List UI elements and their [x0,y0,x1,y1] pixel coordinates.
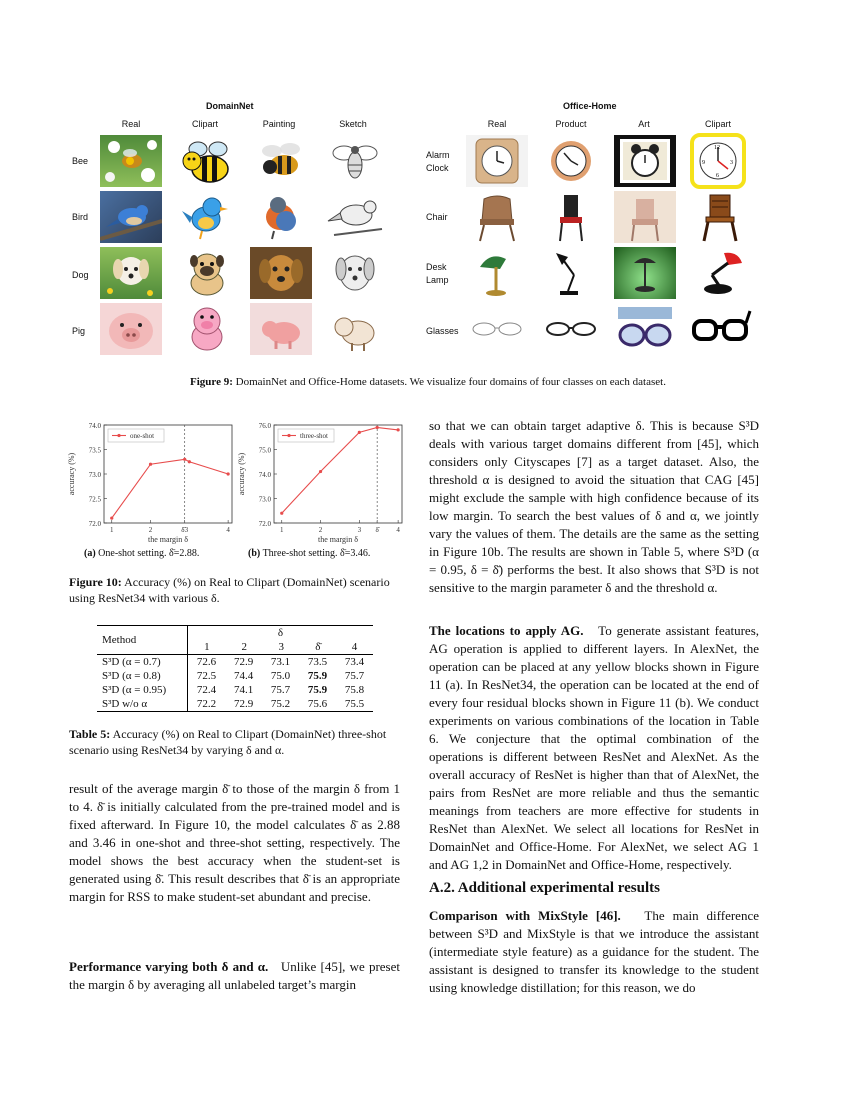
table-5-col-header: 1 [204,641,210,653]
table-5-method-cell: S³D (α = 0.7) [97,655,188,669]
bee-painting-image [250,135,312,187]
table-5-method-cell: S³D (α = 0.95) [97,683,188,697]
bird-sketch-image [324,191,386,243]
section-heading: A.2. Additional experimental results [429,880,660,896]
officehome-title: Office-Home [563,101,617,111]
table-5-col-header: 3 [278,641,284,653]
alarm-clock-clipart-image [690,133,746,189]
bird-painting-image [250,191,312,243]
table-5-value-cell: 75.9 [307,670,328,682]
figure-10-caption [69,574,400,606]
x-tick-label: δ̄3 [181,526,189,534]
y-axis-label: accuracy (%) [67,452,76,496]
pig-painting-image [250,303,312,355]
data-point [358,431,361,434]
left-paragraph-2-text: Unlike [45], we preset the margin δ by averaging all unlabeled target’s margin [69,959,400,992]
chart-three-shot [230,415,410,550]
pig-sketch-image [324,303,386,355]
left-paragraph-2-heading: Performance varying both δ and α. [69,959,269,974]
y-tick-label: 72.5 [88,495,101,504]
glasses-art-image [614,303,676,355]
svg-text:12: 12 [714,145,720,151]
y-axis-label: accuracy (%) [237,452,246,496]
desk-lamp-product-image [540,247,602,299]
x-tick-label: 1 [110,526,114,534]
table-5 [97,625,373,712]
table-5-value-cell: 73.4 [344,656,365,668]
domainnet-domain-sketch: Sketch [339,119,367,129]
officehome-class-alarm-clock: Alarm Clock [426,150,450,173]
table-5-value-cell: 74.4 [233,670,254,682]
data-point [183,458,186,461]
left-paragraph-1 [69,780,400,906]
domainnet-class-bird: Bird [72,212,89,222]
chair-clipart-image [690,191,752,243]
y-tick-label: 73.0 [258,495,271,504]
table-5-value-cell: 72.5 [196,670,217,682]
data-point [319,470,322,473]
y-tick-label: 74.0 [258,471,271,479]
table-row [97,683,373,697]
y-tick-label: 72.0 [88,520,101,528]
table-5-value-cell: 73.5 [307,656,328,668]
x-tick-label: 1 [280,526,284,534]
glasses-real-image [466,303,528,355]
x-tick-label: 2 [148,526,153,534]
dog-real-image [100,247,162,299]
domainnet-domain-real: Real [121,119,141,129]
figure-9-caption-label: Figure 9: [190,376,233,388]
y-tick-label: 76.0 [258,422,271,430]
domainnet-domain-painting: Painting [262,119,296,129]
figure-10b-label: (b) [248,548,261,559]
y-tick-label: 73.0 [88,471,101,479]
alarm-clock-real-image [466,135,528,187]
data-point [376,426,379,429]
right-paragraph-3-heading: Comparison with MixStyle [46]. [429,908,621,923]
svg-text:9: 9 [702,160,705,166]
table-row [97,697,373,711]
figure-10b-text: Three-shot setting. δ̄=3.46. [262,548,371,559]
officehome-domain-art: Art [638,119,650,129]
figure-10b-subcaption [248,548,370,559]
table-5-value-cell: 72.2 [196,698,217,710]
bird-real-image [100,191,162,243]
table-5-caption-text: Accuracy (%) on Real to Clipart (DomainNet) three-shot scenario using ResNet34 by varying δ and α. [69,727,387,757]
table-5-value-cell: 75.2 [270,698,291,710]
dog-clipart-image [176,247,238,299]
table-5-header-method: Method [97,626,188,654]
svg-text:3: 3 [730,160,733,166]
figure-10-caption-label: Figure 10: [69,575,122,589]
right-paragraph-2-heading: The locations to apply AG. [429,623,584,638]
table-5-caption-label: Table 5: [69,727,111,741]
table-5-header-delta: δ [277,627,284,639]
table-5-col-header: 4 [351,641,358,653]
officehome-class-glasses: Glasses [426,326,459,336]
figure-10-caption-text: Accuracy (%) on Real to Clipart (DomainNet) scenario using ResNet34 with various δ. [69,575,390,605]
glasses-product-image [540,303,602,355]
legend-marker [287,434,290,437]
data-point [188,460,191,463]
chair-product-image [540,191,602,243]
table-5-col-header: δ̄ [315,641,321,653]
x-axis-label: the margin δ [317,535,359,544]
data-point [280,512,283,515]
table-5-method-cell: S³D (α = 0.8) [97,669,188,683]
figure-10a-text: One-shot setting. δ̄=2.88. [98,548,200,559]
table-5-value-cell: 72.9 [233,698,254,710]
x-axis-label: the margin δ [147,535,189,544]
y-tick-label: 72.0 [258,520,271,528]
right-paragraph-1-text: so that we can obtain target adaptive δ. This is because S³D deals with various target domains different from [45], which considers only Cityscapes [7] as a target dataset. Also, the threshold α is designed to avoid the situation that CAG [45] might exclude the sample with high confidence because of its low margin. To search the best values of δ and α, we jointly vary the values of them. The details are the same as the setting in Figure 10b. The results are shown in Table 5, where S³D (α = 0.95, δ = δ̄) performs the best. It also shows that S³D is not sensitive to the margin parameter δ and the threshold α. [429,418,759,595]
table-5-value-cell: 74.1 [233,684,254,696]
dog-sketch-image [324,247,386,299]
bee-clipart-image [176,135,238,187]
dog-painting-image [250,247,312,299]
officehome-domain-real: Real [487,119,507,129]
x-tick-label: 2 [318,526,323,534]
legend-marker [117,434,120,437]
figure-10a-label: (a) [84,548,96,559]
officehome-domain-product: Product [555,119,587,129]
left-paragraph-2 [69,958,400,994]
y-tick-label: 74.0 [88,422,101,430]
table-5-value-cell: 75.0 [270,670,291,682]
x-tick-label: δ̄ [375,526,379,534]
right-paragraph-2-text: To generate assistant features, AG operation is applied to different layers. In AlexNet, the operation can be placed at any yellow blocks shown in Figure 11 (a). In ResNet34, the operation can be located at the end of every four residual blocks shown in Figure 11 (b). We conduct experiments on various combinations of the location in Table 6. We conjecture that the optimal combination of the operations is different between ResNet and AlexNet. As the overall accuracy of ResNet is higher than that of AlexNet, the pairs from ResNet are more reliable and thus the semantic meanings from teachers are more effective for students in ResNet than AlexNet. We select all locations for ResNet in DomainNet and Office-Home. For AlexNet, we select AG 1 and AG 1,2 in DomainNet and Office-Home, respectively. [429,623,760,872]
bee-real-image [100,135,162,187]
officehome-domain-clipart: Clipart [704,119,731,129]
bird-clipart-image [176,191,238,243]
desk-lamp-art-image [614,247,676,299]
svg-text:6: 6 [716,173,719,179]
chair-real-image [466,191,528,243]
table-5-method-cell: S³D w/o α [97,697,188,711]
table-5-value-cell: 75.8 [344,684,365,696]
officehome-class-chair: Chair [426,212,448,222]
table-row [97,669,373,683]
domainnet-domain-clipart: Clipart [191,119,218,129]
desk-lamp-clipart-image [690,247,752,299]
table-5-value-cell: 72.6 [196,656,217,668]
table-5-value-cell: 75.6 [307,698,328,710]
x-tick-label: 4 [396,526,400,534]
domainnet-title: DomainNet [206,101,254,111]
glasses-clipart-image [690,303,752,355]
table-5-value-cell: 72.4 [196,684,217,696]
data-point [110,517,113,520]
table-5-value-cell: 73.1 [270,656,291,668]
figure-9-caption-text: DomainNet and Office-Home datasets. We visualize four domains of four classes on each dataset. [235,376,666,388]
alarm-clock-product-image [540,135,602,187]
left-paragraph-1-text: result of the average margin δ̄ to those of the margin δ from 1 to 4. δ̄ is initially calculated from the pre-trained model and is fixed afterward. In Figure 10, the model calculates δ̄ as 2.88 and 3.46 in one-shot and three-shot setting, respectively. The model shows the best accuracy when the student-set is generated using δ̄. This result describes that δ̄ is an appropriate margin for RSS to make student-set abundant and precise. [69,781,400,904]
desk-lamp-real-image [466,247,528,299]
bee-sketch-image [324,135,386,187]
x-tick-label: 3 [357,526,362,534]
domainnet-class-pig: Pig [72,326,86,336]
right-paragraph-1 [429,417,759,597]
table-row [97,655,373,669]
figure-9-caption [118,375,738,390]
alarm-clock-art-image [614,135,676,187]
domainnet-class-bee: Bee [72,156,89,166]
chart-one-shot [60,415,240,550]
right-paragraph-3-text: The main difference between S³D and MixStyle is that we introduce the assistant (intermediate style feature) as a guidance for the student. The assistant is designed to transfer its knowledge to the student using knowledge distillation; for this reason, we do [429,908,759,995]
data-point [149,463,152,466]
table-5-value-cell: 75.5 [344,698,365,710]
table-5-value-cell: 75.7 [270,684,291,696]
table-5-value-cell: 72.9 [233,656,254,668]
right-paragraph-2 [429,622,759,874]
legend-label: three-shot [300,432,328,440]
table-5-value-cell: 75.9 [307,684,328,696]
chair-art-image [614,191,676,243]
table-5-col-header: 2 [241,641,247,653]
y-tick-label: 73.5 [88,446,101,455]
officehome-class-desk-lamp: Desk Lamp [426,262,449,285]
legend-label: one-shot [130,432,155,440]
series-line [112,459,228,518]
y-tick-label: 75.0 [258,446,271,455]
figure-9 [0,95,850,395]
right-paragraph-3 [429,907,759,997]
table-5-caption [69,726,400,758]
table-5-value-cell: 75.7 [344,670,365,682]
domainnet-class-dog: Dog [72,270,89,280]
figure-10a-subcaption [84,548,199,559]
x-tick-label: 4 [226,526,230,534]
data-point [397,428,400,431]
pig-real-image [100,303,162,355]
pig-clipart-image [176,303,238,355]
